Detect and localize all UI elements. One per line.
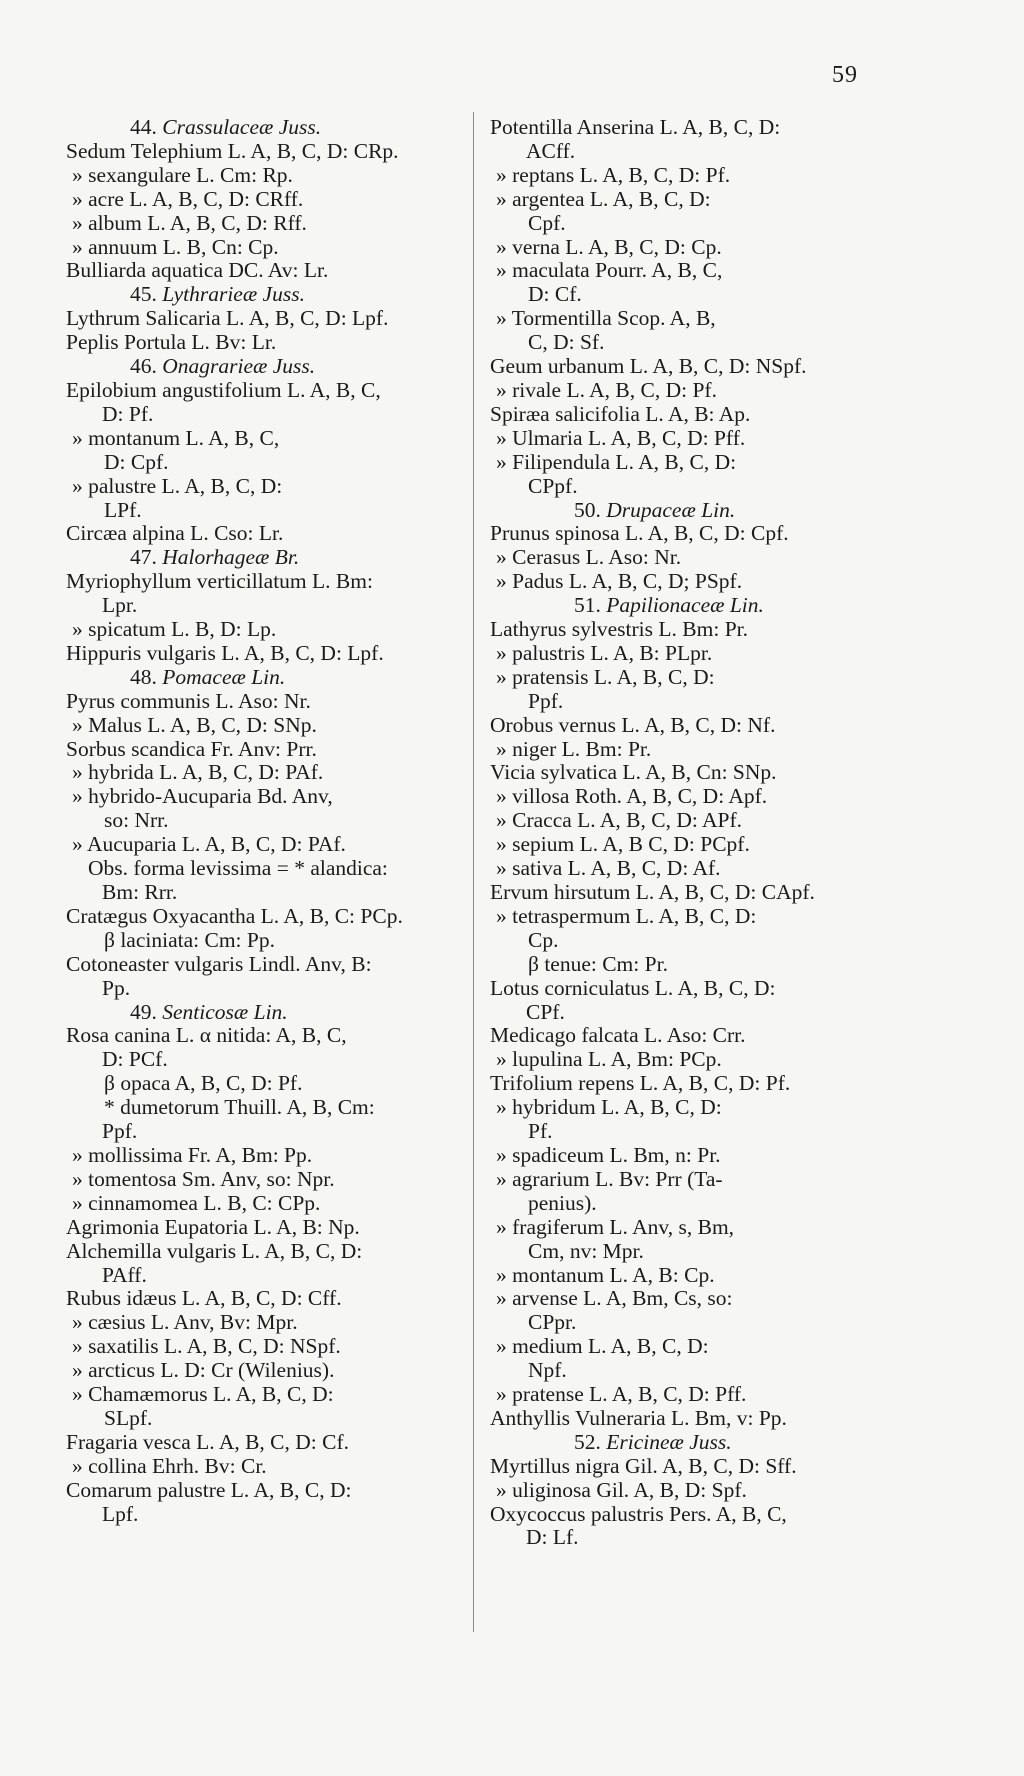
- column-divider: [473, 112, 474, 1632]
- species-entry: Fragaria vesca L. A, B, C, D: Cf.: [66, 1430, 350, 1454]
- family-heading: [66, 546, 460, 570]
- left-column: [66, 116, 460, 1526]
- species-entry: Rosa canina L. α nitida: A, B, C,: [66, 1024, 347, 1048]
- subentry-continuation: Cm, nv: Mpr.: [528, 1239, 644, 1263]
- species-entry: Epilobium angustifolium L. A, B, C,: [66, 378, 381, 402]
- species-entry: Circæa alpina L. Cso: Lr.: [66, 522, 284, 546]
- family-number: 50.: [574, 498, 601, 522]
- subentry-continuation: Cpf.: [528, 211, 566, 235]
- entry-continuation: Lpf.: [102, 1502, 139, 1526]
- subentry-continuation: D: Cpf.: [104, 450, 169, 474]
- species-entry: Agrimonia Eupatoria L. A, B: Np.: [66, 1215, 360, 1239]
- species-subentry: » arvense L. A, Bm, Cs, so:: [496, 1287, 733, 1311]
- family-number: 51.: [574, 594, 601, 618]
- variety-entry: * dumetorum Thuill. A, B, Cm:: [104, 1096, 375, 1120]
- species-subentry: » sexangulare L. Cm: Rp.: [72, 163, 293, 187]
- family-name: Drupaceæ Lin.: [606, 498, 736, 522]
- family-number: 47.: [130, 546, 157, 570]
- species-entry: Pyrus communis L. Aso: Nr.: [66, 689, 311, 713]
- species-entry: Spiræa salicifolia L. A, B: Ap.: [490, 402, 751, 426]
- family-heading: [66, 666, 460, 690]
- variety-entry: β laciniata: Cm: Pp.: [104, 928, 275, 952]
- species-entry: Myriophyllum verticillatum L. Bm:: [66, 570, 373, 594]
- species-entry: Vicia sylvatica L. A, B, Cn: SNp.: [490, 761, 777, 785]
- species-subentry: » Ulmaria L. A, B, C, D: Pff.: [496, 426, 746, 450]
- family-name: Lythrarieæ Juss.: [162, 283, 305, 307]
- family-name: Crassulaceæ Juss.: [162, 116, 322, 139]
- species-entry: Alchemilla vulgaris L. A, B, C, D:: [66, 1239, 363, 1263]
- species-subentry: » mollissima Fr. A, Bm: Pp.: [72, 1143, 313, 1167]
- species-subentry: » sativa L. A, B, C, D: Af.: [496, 857, 721, 881]
- family-number: 48.: [130, 665, 157, 689]
- subentry-continuation: Cp.: [528, 928, 559, 952]
- species-entry: Geum urbanum L. A, B, C, D: NSpf.: [490, 355, 807, 379]
- species-subentry: » arcticus L. D: Cr (Wilenius).: [72, 1359, 335, 1383]
- species-subentry: » saxatilis L. A, B, C, D: NSpf.: [72, 1335, 341, 1359]
- family-heading: [490, 1431, 894, 1455]
- species-subentry: » palustris L. A, B: PLpr.: [496, 641, 713, 665]
- species-entry: Hippuris vulgaris L. A, B, C, D: Lpf.: [66, 641, 384, 665]
- species-subentry: » sepium L. A, B C, D: PCpf.: [496, 833, 750, 857]
- family-name: Senticosæ Lin.: [162, 1000, 288, 1024]
- species-subentry: » uliginosa Gil. A, B, D: Spf.: [496, 1478, 747, 1502]
- species-subentry: » reptans L. A, B, C, D: Pf.: [496, 163, 731, 187]
- species-entry: Ervum hirsutum L. A, B, C, D: CApf.: [490, 881, 815, 904]
- family-name: Ericineæ Juss.: [606, 1430, 732, 1454]
- family-name: Pomaceæ Lin.: [162, 665, 286, 689]
- species-subentry: » tomentosa Sm. Anv, so: Npr.: [72, 1167, 335, 1191]
- family-heading: [66, 355, 460, 379]
- species-subentry: » agrarium L. Bv: Prr (Ta-: [496, 1167, 723, 1191]
- right-column: [490, 116, 894, 1550]
- entry-continuation: Bm: Rrr.: [102, 881, 178, 904]
- species-subentry: » Chamæmorus L. A, B, C, D:: [72, 1383, 334, 1407]
- subentry-continuation: SLpf.: [104, 1406, 153, 1430]
- variety-entry: β opaca A, B, C, D: Pf.: [104, 1072, 303, 1096]
- species-entry: Sedum Telephium L. A, B, C, D: CRp.: [66, 139, 399, 163]
- family-name: Papilionaceæ Lin.: [606, 594, 764, 618]
- family-name: Halorhageæ Br.: [162, 546, 300, 570]
- subentry-continuation: Ppf.: [528, 689, 564, 713]
- species-subentry: » collina Ehrh. Bv: Cr.: [72, 1454, 267, 1478]
- species-subentry: » palustre L. A, B, C, D:: [72, 474, 283, 498]
- species-subentry: » montanum L. A, B: Cp.: [496, 1263, 715, 1287]
- family-number: 46.: [130, 355, 157, 379]
- species-entry: Lotus corniculatus L. A, B, C, D:: [490, 976, 776, 1000]
- species-subentry: » Cerasus L. Aso: Nr.: [496, 546, 682, 570]
- species-subentry: » album L. A, B, C, D: Rff.: [72, 211, 307, 235]
- species-subentry: » tetraspermum L. A, B, C, D:: [496, 904, 757, 928]
- species-subentry: » Filipendula L. A, B, C, D:: [496, 450, 737, 474]
- species-subentry: » Aucuparia L. A, B, C, D: PAf.: [72, 833, 346, 857]
- species-subentry: » Malus L. A, B, C, D: SNp.: [72, 713, 317, 737]
- family-heading: [490, 499, 894, 523]
- species-subentry: » pratensis L. A, B, C, D:: [496, 665, 715, 689]
- family-heading: [66, 1001, 460, 1025]
- species-entry: Potentilla Anserina L. A, B, C, D:: [490, 116, 781, 139]
- page-number: 59: [832, 62, 858, 88]
- species-entry: Cratægus Oxyacantha L. A, B, C: PCp.: [66, 904, 403, 928]
- entry-continuation: Lpr.: [102, 594, 138, 618]
- species-subentry: » montanum L. A, B, C,: [72, 426, 280, 450]
- species-subentry: » cæsius L. Anv, Bv: Mpr.: [72, 1311, 298, 1335]
- subentry-continuation: Npf.: [528, 1359, 567, 1383]
- species-subentry: » lupulina L. A, Bm: PCp.: [496, 1048, 722, 1072]
- species-subentry: » spadiceum L. Bm, n: Pr.: [496, 1143, 721, 1167]
- species-subentry: » hybrido-Aucuparia Bd. Anv,: [72, 785, 333, 809]
- subentry-continuation: D: Cf.: [528, 283, 582, 307]
- entry-continuation: ACff.: [526, 139, 576, 163]
- species-entry: Bulliarda aquatica DC. Av: Lr.: [66, 259, 329, 283]
- entry-continuation: Pp.: [102, 976, 131, 1000]
- subentry-continuation: so: Nrr.: [104, 809, 169, 833]
- species-subentry: » Padus L. A, B, C, D; PSpf.: [496, 570, 743, 594]
- subentry-continuation: CPpf.: [528, 474, 578, 498]
- species-entry: Medicago falcata L. Aso: Crr.: [490, 1024, 746, 1048]
- subentry-continuation: C, D: Sf.: [528, 331, 605, 355]
- species-subentry: » medium L. A, B, C, D:: [496, 1335, 709, 1359]
- species-subentry: » hybridum L. A, B, C, D:: [496, 1096, 722, 1120]
- species-entry: Anthyllis Vulneraria L. Bm, v: Pp.: [490, 1406, 787, 1430]
- species-entry: Sorbus scandica Fr. Anv: Prr.: [66, 737, 317, 761]
- species-entry: Lathyrus sylvestris L. Bm: Pr.: [490, 618, 748, 642]
- subentry-continuation: LPf.: [104, 498, 142, 522]
- species-subentry: » hybrida L. A, B, C, D: PAf.: [72, 761, 324, 785]
- entry-continuation: D: PCf.: [102, 1048, 168, 1072]
- species-entry: Myrtillus nigra Gil. A, B, C, D: Sff.: [490, 1454, 797, 1478]
- entry-continuation: Ppf.: [102, 1120, 138, 1144]
- subentry-continuation: Pf.: [528, 1120, 553, 1144]
- species-subentry: » niger L. Bm: Pr.: [496, 737, 652, 761]
- species-subentry: » maculata Pourr. A, B, C,: [496, 259, 723, 283]
- species-subentry: » acre L. A, B, C, D: CRff.: [72, 187, 304, 211]
- species-entry: Trifolium repens L. A, B, C, D: Pf.: [490, 1072, 791, 1096]
- species-entry: Oxycoccus palustris Pers. A, B, C,: [490, 1502, 787, 1526]
- entry-continuation: PAff.: [102, 1263, 147, 1287]
- family-heading: [490, 594, 894, 618]
- species-entry: Cotoneaster vulgaris Lindl. Anv, B:: [66, 952, 372, 976]
- subentry-continuation: CPpr.: [528, 1311, 577, 1335]
- species-subentry: » villosa Roth. A, B, C, D: Apf.: [496, 785, 768, 809]
- species-subentry: » pratense L. A, B, C, D: Pff.: [496, 1383, 747, 1407]
- entry-continuation: D: Lf.: [526, 1526, 579, 1550]
- species-entry: Comarum palustre L. A, B, C, D:: [66, 1478, 352, 1502]
- species-subentry: » annuum L. B, Cn: Cp.: [72, 235, 279, 259]
- variety-entry: β tenue: Cm: Pr.: [528, 952, 668, 976]
- species-subentry: » cinnamomea L. B, C: CPp.: [72, 1191, 321, 1215]
- family-number: 45.: [130, 283, 157, 307]
- family-number: 49.: [130, 1000, 157, 1024]
- family-heading: [66, 116, 460, 140]
- species-entry: Prunus spinosa L. A, B, C, D: Cpf.: [490, 522, 789, 546]
- species-subentry: » rivale L. A, B, C, D: Pf.: [496, 378, 717, 402]
- family-number: 44.: [130, 116, 157, 139]
- species-entry: Rubus idæus L. A, B, C, D: Cff.: [66, 1287, 342, 1311]
- species-entry: Peplis Portula L. Bv: Lr.: [66, 331, 277, 355]
- species-subentry: » argentea L. A, B, C, D:: [496, 187, 711, 211]
- species-subentry: » Tormentilla Scop. A, B,: [496, 307, 716, 331]
- family-heading: [66, 283, 460, 307]
- subentry-continuation: penius).: [528, 1191, 597, 1215]
- family-name: Onagrarieæ Juss.: [162, 355, 316, 379]
- observation-note: Obs. forma levissima = * alandica:: [88, 857, 388, 881]
- entry-continuation: CPf.: [526, 1000, 565, 1024]
- family-number: 52.: [574, 1430, 601, 1454]
- species-subentry: » spicatum L. B, D: Lp.: [72, 618, 277, 642]
- species-entry: Lythrum Salicaria L. A, B, C, D: Lpf.: [66, 307, 389, 331]
- species-subentry: » verna L. A, B, C, D: Cp.: [496, 235, 722, 259]
- species-entry: Orobus vernus L. A, B, C, D: Nf.: [490, 713, 776, 737]
- entry-continuation: D: Pf.: [102, 402, 154, 426]
- species-subentry: » Cracca L. A, B, C, D: APf.: [496, 809, 743, 833]
- species-subentry: » fragiferum L. Anv, s, Bm,: [496, 1215, 735, 1239]
